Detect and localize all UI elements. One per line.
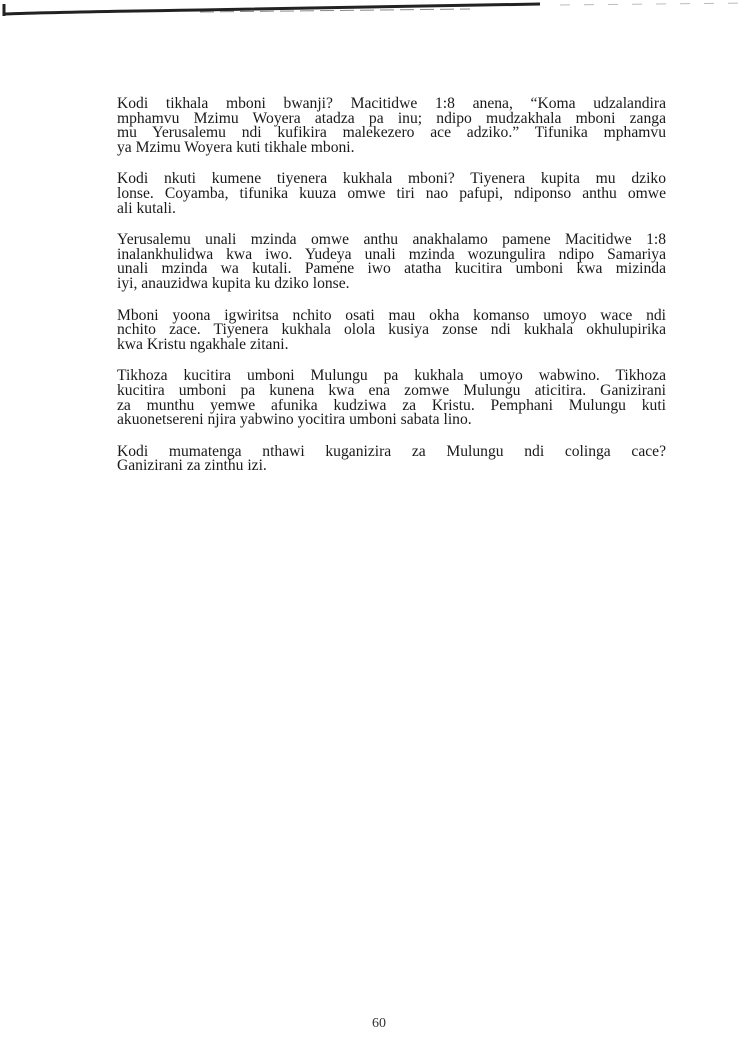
- page-number: 60: [372, 1016, 386, 1031]
- text-line: kwa Kristu ngakhale zitani.: [117, 335, 289, 353]
- scan-edge-artifact: [0, 0, 749, 20]
- text-line: kucitira umboni pa kunena kwa ena zomwe Mulungu aticitira. Ganizirani: [117, 381, 666, 399]
- text-line: ali kutali.: [117, 199, 176, 217]
- text-line: Mboni yoona igwiritsa nchito osati mau okha komanso umoyo wace ndi: [117, 306, 666, 324]
- paragraph: [117, 97, 666, 155]
- text-line: za munthu yemwe afunika kudziwa za Kristu. Pemphani Mulungu kuti: [117, 396, 666, 414]
- text-line: Yerusalemu unali mzinda omwe anthu anakhalamo pamene Macitidwe 1:8: [117, 231, 666, 249]
- text-line: mphamvu Mzimu Woyera atadza pa inu; ndipo mudzakhala mboni zanga: [117, 109, 666, 127]
- text-line: akuonetsereni njira yabwino yocitira umboni sabata lino.: [117, 411, 472, 429]
- text-line: mu Yerusalemu ndi kufikira malekezero ace adziko.” Tifunika mphamvu: [117, 124, 666, 142]
- paragraph: [117, 306, 666, 353]
- text-line: Ganizirani za zinthu izi.: [117, 457, 267, 475]
- text-line: Kodi mumatenga nthawi kuganizira za Mulungu ndi colinga cace?: [117, 442, 666, 460]
- text-line: inalankhulidwa kwa iwo. Yudeya unali mzinda wozungulira ndipo Samariya: [117, 245, 666, 263]
- paragraph: [117, 172, 666, 216]
- paragraph: [117, 369, 666, 427]
- text-line: ya Mzimu Woyera kuti tikhale mboni.: [117, 138, 355, 156]
- document-body: [117, 97, 666, 491]
- paragraph: [117, 442, 666, 475]
- text-line: lonse. Coyamba, tifunika kuuza omwe tiri nao pafupi, ndiponso anthu omwe: [117, 184, 666, 202]
- text-line: unali mzinda wa kutali. Pamene iwo atatha kucitira umboni kwa mizinda: [117, 260, 666, 278]
- text-line: nchito zace. Tiyenera kukhala olola kusiya zonse ndi kukhala okhulupirika: [117, 321, 666, 339]
- text-line: Kodi tikhala mboni bwanji? Macitidwe 1:8 anena, “Koma udzalandira: [117, 95, 666, 112]
- text-line: Tikhoza kucitira umboni Mulungu pa kukhala umoyo wabwino. Tikhoza: [117, 367, 666, 385]
- text-line: Kodi nkuti kumene tiyenera kukhala mboni? Tiyenera kupita mu dziko: [117, 170, 666, 188]
- text-line: iyi, anauzidwa kupita ku dziko lonse.: [117, 274, 350, 292]
- paragraph: [117, 233, 666, 291]
